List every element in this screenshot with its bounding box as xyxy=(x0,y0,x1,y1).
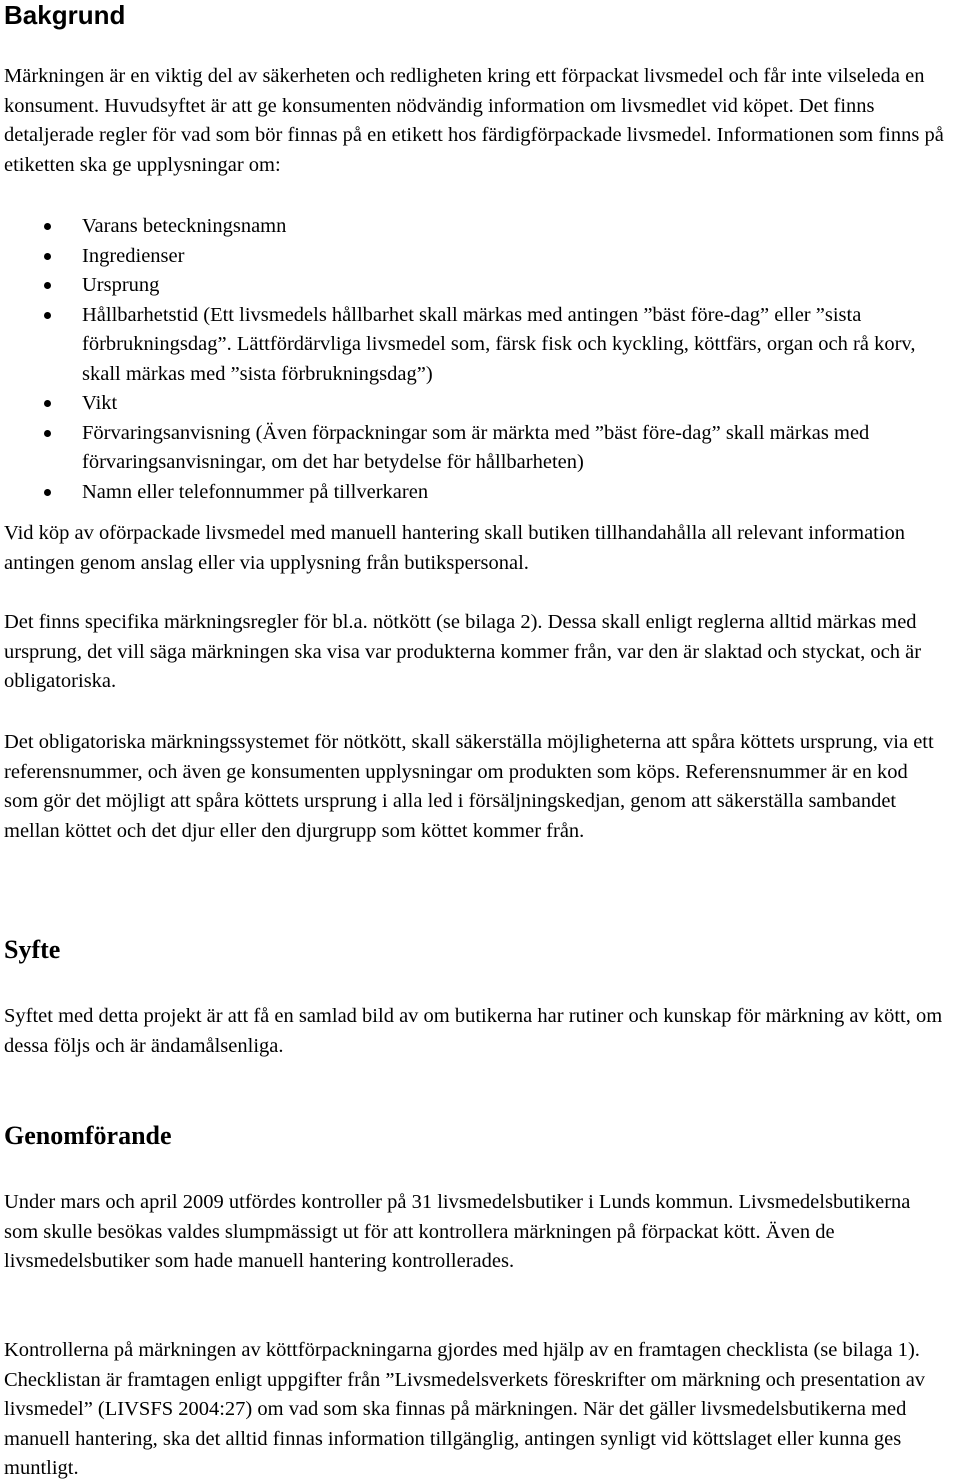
list-item: Vikt xyxy=(4,389,944,419)
paragraph-syfte: Syftet med detta projekt är att få en samlad bild av om butikerna har rutiner och kunskap för märkning av kött, om dessa följs och är ändamålsenliga. xyxy=(4,1005,943,1057)
list-item: Förvaringsanvisning (Även förpackningar som är märkta med ”bäst före-dag” skall märkas med förvaringsanvisningar, om det har betydelse för hållbarheten) xyxy=(4,419,944,478)
information-list xyxy=(4,212,944,507)
list-item: Ursprung xyxy=(4,271,944,301)
paragraph-vid-kop: Vid köp av oförpackade livsmedel med manuell hantering skall butiken tillhandahålla all relevant information antingen genom anslag eller via upplysning från butikspersonal. xyxy=(4,522,906,574)
heading-bakgrund: Bakgrund xyxy=(4,0,126,30)
list-item: Namn eller telefonnummer på tillverkaren xyxy=(4,478,944,508)
paragraph-genomforande-1: Under mars och april 2009 utfördes kontroller på 31 livsmedelsbutiker i Lunds kommun. Livsmedelsbutikerna som skulle besökas valdes slumpmässigt ut för att kontrollera märkningen på förpackat kött. Även de livsmedelsbutiker som hade manuell hantering kontrollerades. xyxy=(4,1191,911,1272)
paragraph-obligatoriska-systemet: Det obligatoriska märkningssystemet för nötkött, skall säkerställa möjligheterna att spåra köttets ursprung, via ett referensnummer, och även ge konsumenten upplysningar om produkten som köps. Referensnummer är en kod som gör det möjligt att spåra köttets ursprung i alla led i försäljningskedjan, genom att säkerställa sambandet mellan köttet och det djur eller den djurgrupp som köttet kommer från. xyxy=(4,731,934,842)
heading-genomforande: Genomförande xyxy=(4,1121,172,1150)
list-item: Hållbarhetstid (Ett livsmedels hållbarhet skall märkas med antingen ”bäst före-dag” eller ”sista förbrukningsdag”. Lättfördärvliga livsmedel som, färsk fisk och kyckling, köttfärs, organ och rå korv, skall märkas med ”sista förbrukningsdag”) xyxy=(4,301,944,390)
heading-syfte: Syfte xyxy=(4,935,61,964)
paragraph-genomforande-2: Kontrollerna på märkningen av köttförpackningarna gjordes med hjälp av en framtagen checklista (se bilaga 1). Checklistan är framtagen enligt uppgifter från ”Livsmedelsverkets föreskrifter om märkning och presentation av livsmedel” (LIVSFS 2004:27) om vad som ska finnas på märkningen. När det gäller livsmedelsbutikerna med manuell hantering, ska det alltid finnas information tillgänglig, antingen synligt vid köttslaget eller kunna ges muntligt. xyxy=(4,1339,926,1479)
list-item: Varans beteckningsnamn xyxy=(4,212,944,242)
paragraph-bakgrund-intro: Märkningen är en viktig del av säkerheten och redligheten kring ett förpackat livsmedel och får inte vilseleda en konsument. Huvudsyftet är att ge konsumenten nödvändig information om livsmedlet vid köpet. Det finns detaljerade regler för vad som bör finnas på en etikett hos färdigförpackade livsmedel. Informationen som finns på etiketten ska ge upplysningar om: xyxy=(4,65,944,176)
paragraph-specifika-regler: Det finns specifika märkningsregler för bl.a. nötkött (se bilaga 2). Dessa skall enligt reglerna alltid märkas med ursprung, det vill säga märkningen ska visa var produkterna kommer från, var den är slaktad och styckat, och är obligatoriska. xyxy=(4,611,922,692)
list-item: Ingredienser xyxy=(4,242,944,272)
